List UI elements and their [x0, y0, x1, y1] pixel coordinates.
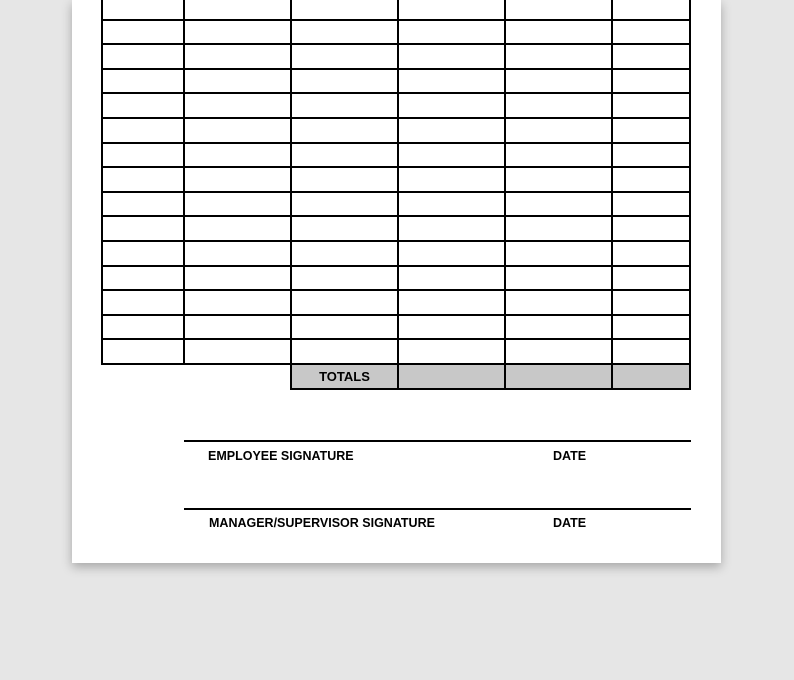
table-row-line: [101, 142, 691, 144]
table-row-line: [101, 363, 691, 365]
table-row-line: [101, 265, 691, 267]
table-column-line: [290, 0, 292, 390]
manager-signature-line: [184, 508, 691, 510]
table-row-line: [101, 314, 691, 316]
table-row-line: [101, 215, 691, 217]
table-column-line: [611, 0, 613, 390]
table-row-line: [101, 92, 691, 94]
employee-signature-line: [184, 440, 691, 442]
table-column-line: [183, 0, 185, 365]
table-column-line: [689, 0, 691, 390]
totals-label: TOTALS: [319, 369, 370, 384]
table-row-line: [101, 117, 691, 119]
totals-cell-1: [398, 365, 505, 389]
employee-date-label: DATE: [553, 449, 587, 463]
table-column-line: [504, 0, 506, 390]
table-row-line: [101, 338, 691, 340]
manager-signature-label: MANAGER/SUPERVISOR SIGNATURE: [209, 516, 435, 530]
totals-cell-3: [612, 365, 691, 389]
table-row-line: [101, 240, 691, 242]
document-page: [72, 0, 721, 563]
table-row-line: [101, 19, 691, 21]
table-column-line: [397, 0, 399, 390]
manager-date-label: DATE: [553, 516, 587, 530]
totals-cell-2: [505, 365, 612, 389]
table-column-line: [101, 0, 103, 365]
table-row-line: [101, 68, 691, 70]
table-row-line: [101, 166, 691, 168]
employee-signature-label: EMPLOYEE SIGNATURE: [208, 449, 354, 463]
table-row-line: [101, 43, 691, 45]
totals-row-bottom-line: [290, 388, 691, 390]
table-row-line: [101, 191, 691, 193]
table-row-line: [101, 289, 691, 291]
